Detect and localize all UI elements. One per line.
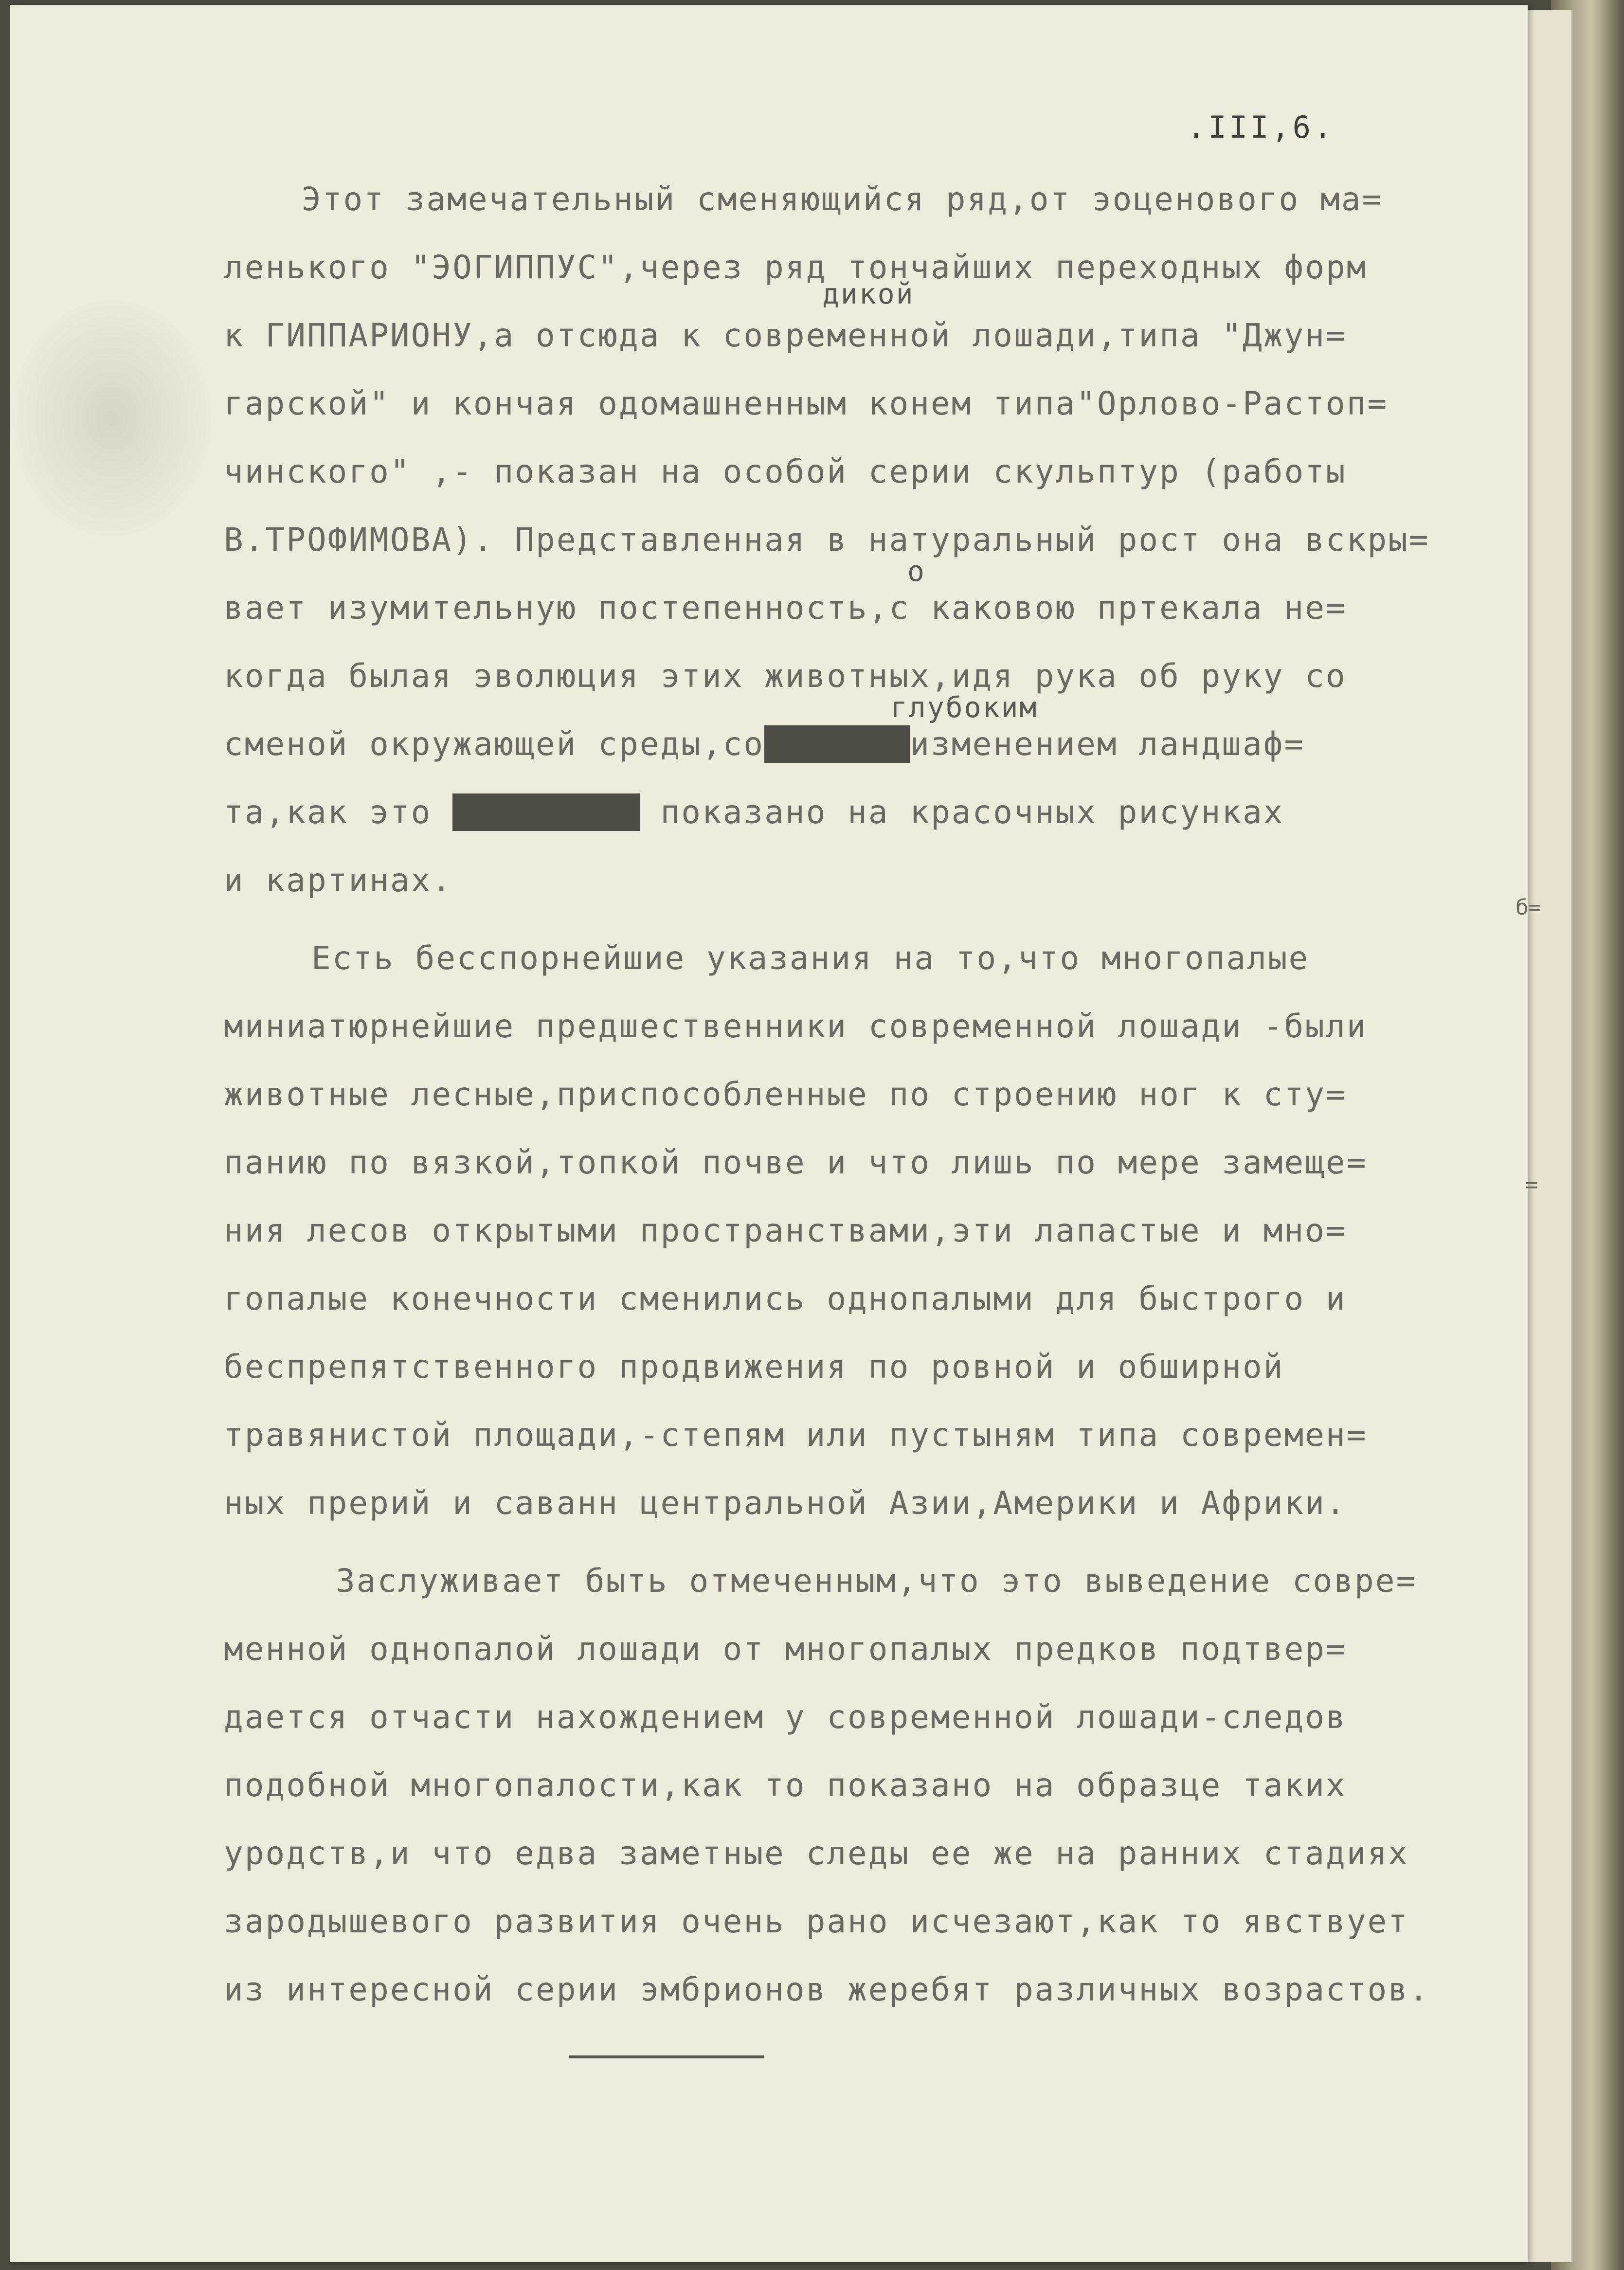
text-line: когда былая эволюция этих животных,идя рука об руку со xyxy=(224,657,1347,695)
paragraph xyxy=(224,1547,1508,2024)
text-line: В.ТРОФИМОВА). Представленная в натуральный рост она вскры= xyxy=(224,521,1430,558)
interlinear-insertion: глубоким xyxy=(890,691,1038,724)
margin-mark: б= xyxy=(1516,895,1541,920)
text-line: зародышевого развития очень рано исчезают,как то явствует xyxy=(224,1903,1409,1940)
interlinear-insertion: дикой xyxy=(822,277,915,310)
page-number: .III,6. xyxy=(1187,109,1335,145)
text-line: животные лесные,приспособленные по строению ног к сту= xyxy=(224,1076,1347,1113)
text-line: ния лесов открытыми пространствами,эти лапастые и мно= xyxy=(224,1212,1347,1249)
text-line: Есть бесспорнейшие указания на то,что многопалые xyxy=(311,939,1310,977)
text-segment: та,как это xyxy=(224,793,432,831)
text-line: менной однопалой лошади от многопалых предков подтвер= xyxy=(224,1630,1347,1668)
text-line: гопалые конечности сменились однопалыми для быстрого и xyxy=(224,1280,1347,1317)
text-line: панию по вязкой,топкой почве и что лишь по мере замеще= xyxy=(224,1144,1368,1181)
text-line: из интересной серии эмбрионов жеребят различных возрастов. xyxy=(224,1971,1430,2008)
interlinear-insertion: о xyxy=(907,555,926,588)
text-line: гарской" и кончая одомашненным конем типа"Орлово-Растоп= xyxy=(224,385,1389,422)
text-line: Этот замечательный сменяющийся ряд,от эоценового ма= xyxy=(302,180,1383,218)
text-line xyxy=(224,710,1508,778)
margin-mark: = xyxy=(1525,1172,1538,1197)
text-line: уродств,и что едва заметные следы ее же на ранних стадиях xyxy=(224,1835,1409,1872)
text-line xyxy=(224,778,1508,847)
text-segment: изменением ландшаф= xyxy=(910,725,1305,763)
text-segment: показано на красочных рисунках xyxy=(660,793,1284,831)
text-line: ленького "ЭОГИППУС",через ряд тончайших переходных форм xyxy=(224,249,1368,286)
text-line: вает изумительную постепенность,с каковою пртекала не= xyxy=(224,589,1347,627)
paragraph xyxy=(224,924,1508,1537)
closing-rule xyxy=(569,2055,764,2058)
typed-text xyxy=(224,165,1508,2034)
text-line: беспрепятственного продвижения по ровной и обширной xyxy=(224,1348,1284,1386)
text-segment: сменой окружающей среды,со xyxy=(224,725,765,763)
paragraph xyxy=(224,165,1508,915)
text-line: дается отчасти нахождением у современной лошади-следов xyxy=(224,1698,1347,1736)
page-stain xyxy=(10,297,214,540)
text-line: к ГИППАРИОНУ,а отсюда к современной лошади,типа "Джун= xyxy=(224,317,1347,354)
text-line: миниатюрнейшие предшественники современной лошади -были xyxy=(224,1008,1368,1045)
text-line: Заслуживает быть отмеченным,что это выведение совре= xyxy=(336,1562,1417,1600)
document-page xyxy=(10,5,1541,2262)
text-line: чинского" ,- показан на особой серии скульптур (работы xyxy=(224,453,1347,490)
struck-out-word xyxy=(764,725,910,763)
text-line: травянистой площади,-степям или пустыням типа современ= xyxy=(224,1416,1368,1454)
text-line: ных прерий и саванн центральной Азии,Америки и Африки. xyxy=(224,1484,1347,1522)
text-line: подобной многопалости,как то показано на образце таких xyxy=(224,1766,1347,1804)
text-line: и картинах. xyxy=(224,862,453,899)
struck-out-word xyxy=(452,793,640,831)
